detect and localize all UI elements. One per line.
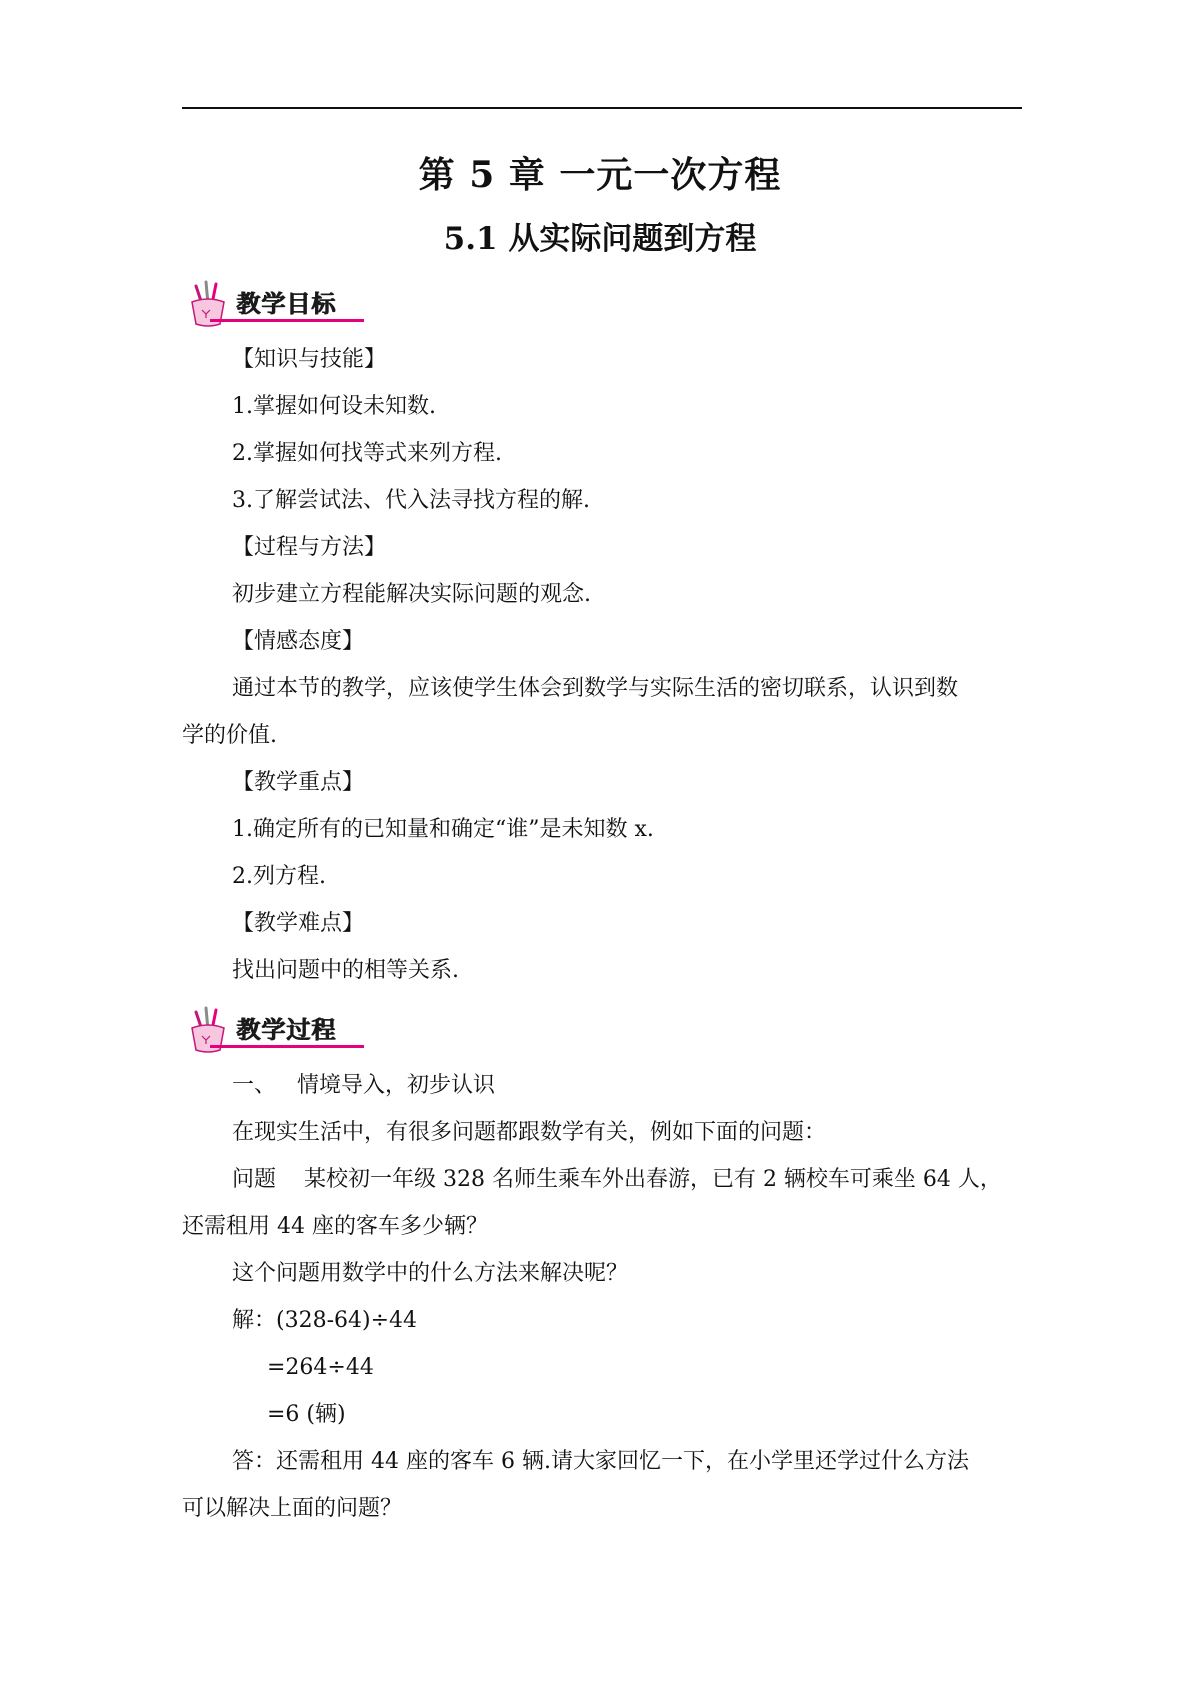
difficulty-heading: 【教学难点】 <box>232 911 365 936</box>
method-heading: 【过程与方法】 <box>232 535 387 560</box>
pencil-cup-icon <box>182 1006 242 1056</box>
process-badge-underline <box>210 1045 364 1048</box>
attitude-text-line-2: 学的价值. <box>182 723 277 748</box>
goals-badge-underline <box>210 319 364 322</box>
attitude-text-line-1: 通过本节的教学，应该使学生体会到数学与实际生活的密切联系，认识到数 <box>232 676 959 701</box>
problem-text-line-1: 问题 某校初一年级 328 名师生乘车外出春游，已有 2 辆校车可乘坐 64 人， <box>232 1167 1002 1192</box>
difficulty-text: 找出问题中的相等关系. <box>232 958 459 983</box>
key-heading: 【教学重点】 <box>232 770 365 795</box>
goals-badge <box>182 280 372 328</box>
process-badge <box>182 1006 372 1054</box>
knowledge-item-1: 1.掌握如何设未知数. <box>232 394 436 419</box>
section-title: 5.1 从实际问题到方程 <box>443 221 757 257</box>
knowledge-heading: 【知识与技能】 <box>232 347 387 372</box>
answer-line-1: 答：还需租用 44 座的客车 6 辆.请大家回忆一下，在小学里还学过什么方法 <box>232 1449 969 1474</box>
attitude-heading: 【情感态度】 <box>232 629 365 654</box>
chapter-title: 第 5 章 一元一次方程 <box>418 154 782 196</box>
solution-line-1: 解：(328-64)÷44 <box>232 1308 418 1333</box>
solution-line-2: =264÷44 <box>267 1355 374 1380</box>
knowledge-item-2: 2.掌握如何找等式来列方程. <box>232 441 502 466</box>
step1-heading: 一、 情境导入，初步认识 <box>232 1073 495 1098</box>
question-text: 这个问题用数学中的什么方法来解决呢？ <box>232 1261 629 1286</box>
solution-line-3: =6 (辆) <box>267 1402 346 1427</box>
key-item-2: 2.列方程. <box>232 864 326 889</box>
problem-text-line-2: 还需租用 44 座的客车多少辆？ <box>182 1214 488 1239</box>
process-badge-label: 教学过程 <box>236 1016 336 1044</box>
header-rule <box>182 107 1022 109</box>
goals-badge-label: 教学目标 <box>236 290 336 318</box>
intro-text: 在现实生活中，有很多问题都跟数学有关，例如下面的问题： <box>232 1120 827 1145</box>
pencil-cup-icon <box>182 280 242 330</box>
method-text: 初步建立方程能解决实际问题的观念. <box>232 582 591 607</box>
key-item-1: 1.确定所有的已知量和确定“谁”是未知数 x. <box>232 817 654 842</box>
answer-line-2: 可以解决上面的问题？ <box>182 1496 403 1521</box>
knowledge-item-3: 3.了解尝试法、代入法寻找方程的解. <box>232 488 590 513</box>
